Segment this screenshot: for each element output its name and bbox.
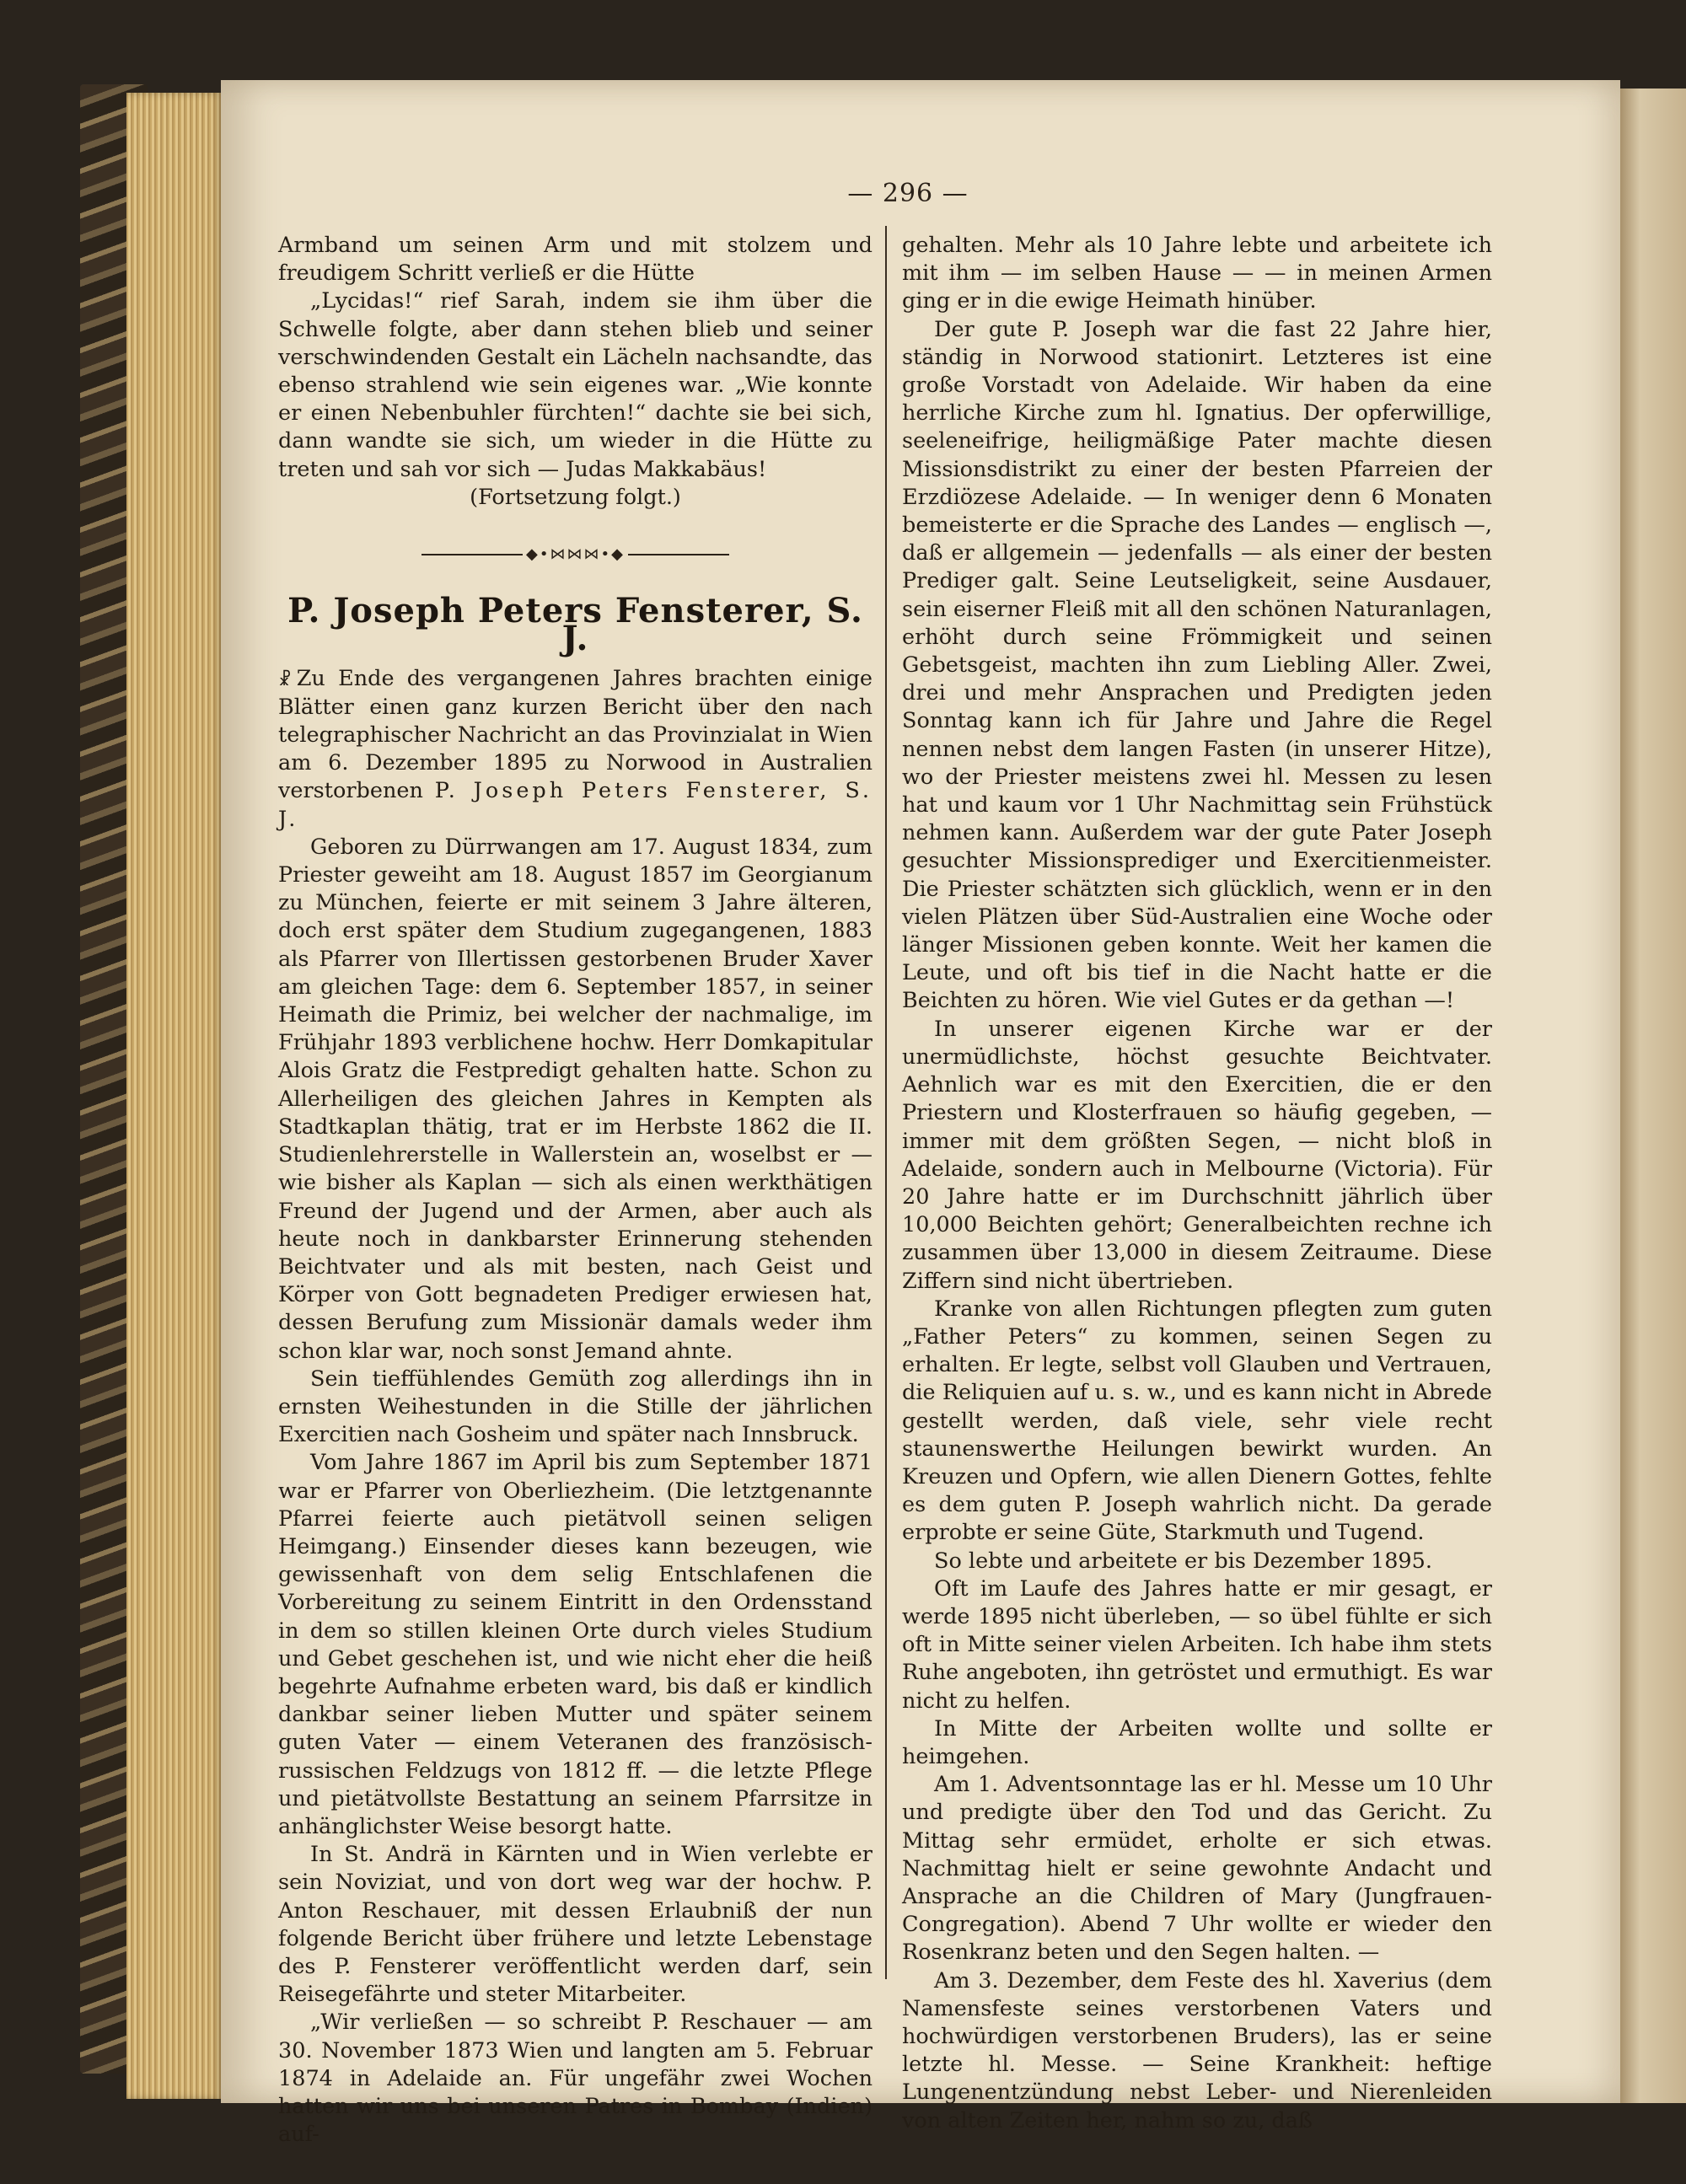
- column-rule: [885, 226, 887, 1979]
- right-paragraph-1: Der gute P. Joseph war die fast 22 Jahre hier, ständig in Norwood stationirt. Letzteres ist eine große Vorstadt von Adelaide. Wir haben da eine herrliche Kirche zum hl. Ignatius. Der opferwillige, seeleneifrige, heiligmäßige Pater machte diesen Missionsdistrikt zu einer der besten Pfarreien der Erzdiözese Adelaide. — In weniger denn 6 Monaten bemeisterte er die Sprache des Landes — englisch —, daß er allgemein — jedenfalls — als einer der besten Prediger galt. Seine Leutseligkeit, seine Ausdauer, sein eiserner Fleiß mit all den schönen Naturanlagen, erhöht durch seine Frömmigkeit und seinen Gebetsgeist, machten ihn zum Liebling Aller. Zwei, drei und mehr Ansprachen und Predigten jeden Sonntag kann ich für Jahre und Jahre die Regel nennen nebst dem langen Fasten (in unserer Hitze), wo der Priester meistens zwei hl. Messen zu lesen hat und kaum vor 1 Uhr Nachmittag sein Frühstück nehmen kann. Außerdem war der gute Pater Joseph gesuchter Missionsprediger und Exercitienmeister. Die Priester schätzten sich glücklich, wenn er in den vielen Plätzen über Süd-Australien eine Woche oder länger Missionen geben konnte. Weit her kamen die Leute, und oft bis tief in die Nacht hatte er die Beichten zu hören. Wie viel Gutes er da gethan —!: [902, 316, 1492, 1014]
- right-paragraph-4: So lebte und arbeitete er bis Dezember 1895.: [934, 1548, 1432, 1574]
- intro-paragraph: [278, 665, 873, 834]
- intro-text: Zu Ende des vergangenen Jahres brachten einige Blätter einen ganz kurzen Bericht über den nach telegraphischer Nachricht an das Provinzialat in Wien am 6. Dezember 1895 zu Norwood in Australien verstorbenen: [278, 665, 873, 804]
- page-number: — 296 —: [847, 179, 969, 208]
- left-paragraph-1: „Lycidas!“ rief Sarah, indem sie ihm über die Schwelle folgte, aber dann stehen blieb und seiner verschwindenden Gestalt ein Lächeln nachsandte, das ebenso strahlend wie sein eigenes war. „Wie konnte er einen Nebenbuhler fürchten!“ dachte sie bei sich, dann wandte sie sich, um wieder in die Hütte zu treten und sah vor sich — Judas Makkabäus!: [278, 288, 873, 482]
- divider-ornament: ◆•⋈⋈⋈•◆: [526, 545, 625, 564]
- next-page-edge: [1620, 89, 1686, 2103]
- left-paragraph-3: Sein tieffühlendes Gemüth zog allerdings ihn in ernsten Weihestunden in die Stille der jährlichen Exercitien nach Gosheim und später nach Innsbruck.: [278, 1366, 873, 1448]
- divider-line-right: [628, 554, 729, 555]
- author-mark: ☧: [278, 668, 292, 690]
- right-paragraph-2: In unserer eigenen Kirche war er der unermüdlichste, höchst gesuchte Beichtvater. Aehnlich war es mit den Exercitien, die er den Priestern und Klosterfrauen so häufig gegeben, — immer mit dem größten Segen, — nicht bloß in Adelaide, sondern auch in Melbourne (Victoria). Für 20 Jahre hatte er im Durchschnitt jährlich über 10,000 Beichten gehört; Generalbeichten rechne ich zusammen über 13,000 in diesem Zeitraume. Diese Ziffern sind nicht übertrieben.: [902, 1016, 1492, 1294]
- left-paragraph-6: „Wir verließen — so schreibt P. Reschauer — am 30. November 1873 Wien und langten am 5. Februar 1874 in Adelaide an. Für ungefähr zwei Wochen hatten wir uns bei unseren Patres in Bombay (Indien) auf-: [278, 2010, 873, 2148]
- right-paragraph-5: Oft im Laufe des Jahres hatte er mir gesagt, er werde 1895 nicht überleben, — so übel fühlte er sich oft in Mitte seiner vielen Arbeiten. Ich habe ihm stets Ruhe angeboten, ihn getröstet und ermuthigt. Es war nicht zu helfen.: [902, 1575, 1492, 1714]
- left-paragraph-5: In St. Andrä in Kärnten und in Wien verlebte er sein Noviziat, und von dort weg war der hochw. P. Anton Reschauer, mit dessen Erlaubniß der nun folgende Bericht über frühere und letzte Lebenstage des P. Fensterer veröffentlicht werden darf, sein Reisegefährte und steter Mitarbeiter.: [278, 1842, 873, 2008]
- intro-name: P. Joseph Peters Fensterer, S. J.: [278, 778, 873, 832]
- right-paragraph-8: Am 3. Dezember, dem Feste des hl. Xaverius (dem Namensfeste seines verstorbenen Vaters und hochwürdigen verstorbenen Bruders), las er seine letzte hl. Messe. — Seine Krankheit: heftige Lungenentzündung nebst Leber- und Nierenleiden von alten Zeiten her, nahm so zu, daß: [902, 1967, 1492, 2133]
- divider-line-left: [422, 554, 523, 555]
- right-continuation: gehalten. Mehr als 10 Jahre lebte und arbeitete ich mit ihm — im selben Hause — — in meinen Armen ging er in die ewige Heimath hinüber.: [902, 233, 1492, 314]
- continuation-note: (Fortsetzung folgt.): [470, 484, 681, 510]
- right-paragraph-3: Kranke von allen Richtungen pflegten zum guten „Father Peters“ zu kommen, seinen Segen zu erhalten. Er legte, selbst voll Glauben und Vertrauen, die Reliquien auf u. s. w., und es kann nicht in Abrede gestellt werden, daß viele, sehr viele recht staunenswerthe Heilungen bewirkt wurden. An Kreuzen und Opfern, wie allen Dienern Gottes, fehlte es dem guten P. Joseph wahrlich nicht. Da gerade erprobte er seine Güte, Starkmuth und Tugend.: [902, 1296, 1492, 1546]
- left-paragraph-2: Geboren zu Dürrwangen am 17. August 1834, zum Priester geweiht am 18. August 1857 im Georgianum zu München, feierte er mit seinem 3 Jahre älteren, doch erst später dem Studium zugegangenen, 1883 als Pfarrer von Illertissen gestorbenen Bruder Xaver am gleichen Tage: dem 6. September 1857, in seiner Heimath die Primiz, bei welcher der nachmalige, im Frühjahr 1893 verblichene hochw. Herr Domkapitular Alois Gratz die Festpredigt gehalten hatte. Schon zu Allerheiligen des gleichen Jahres in Kempten als Stadtkaplan thätig, trat er im Herbste 1862 die II. Studienlehrerstelle in Wallerstein an, woselbst er — wie bisher als Kaplan — sich als einen werkthätigen Freund der Jugend und der Armen, aber auch als heute noch in dankbarster Erinnerung stehenden Beichtvater und als mit besten, nach Geist und Körper von Gott begnadeten Prediger erwiesen hat, dessen Berufung zum Missionär damals weder ihm schon klar war, noch sonst Jemand ahnte.: [278, 834, 873, 1364]
- left-paragraph-4: Vom Jahre 1867 im April bis zum September 1871 war er Pfarrer von Oberliezheim. (Die letztgenannte Pfarrei feierte auch pietätvoll seinen seligen Heimgang.) Einsender dieses kann bezeugen, wie gewissenhaft von dem selig Entschlafenen die Vorbereitung zu seinem Eintritt in den Ordensstand in dem so stillen kleinen Orte durch vieles Studium und Gebet geschehen ist, und wie nicht eher die heiß begehrte Aufnahme erbeten ward, bis daß er kindlich dankbar seiner lieben Mutter und später seinem guten Vater — einem Veteranen des französisch-russischen Feldzugs von 1812 ff. — die letzte Pflege und pietätvollste Bestattung an seinem Pfarrsitze in anhänglichster Weise besorgt hatte.: [278, 1450, 873, 1839]
- right-paragraph-7: Am 1. Adventsonntage las er hl. Messe um 10 Uhr und predigte über den Tod und das Gericht. Zu Mittag sehr ermüdet, erholte er sich etwas. Nachmittag hielt er seine gewohnte Andacht und Ansprache an die Children of Mary (Jungfrauen-Congregation). Abend 7 Uhr wollte er wieder den Rosenkranz beten und den Segen halten. —: [902, 1772, 1492, 1966]
- section-divider: [278, 540, 873, 568]
- article-headline: P. Joseph Peters Fensterer, S. J.: [287, 591, 863, 659]
- right-column: [902, 232, 1492, 2135]
- page-edges: [126, 93, 223, 2099]
- right-paragraph-6: In Mitte der Arbeiten wollte und sollte er heimgehen.: [902, 1715, 1492, 1769]
- left-column: [278, 232, 873, 2149]
- left-continuation: Armband um seinen Arm und mit stolzem und freudigem Schritt verließ er die Hütte: [278, 233, 873, 287]
